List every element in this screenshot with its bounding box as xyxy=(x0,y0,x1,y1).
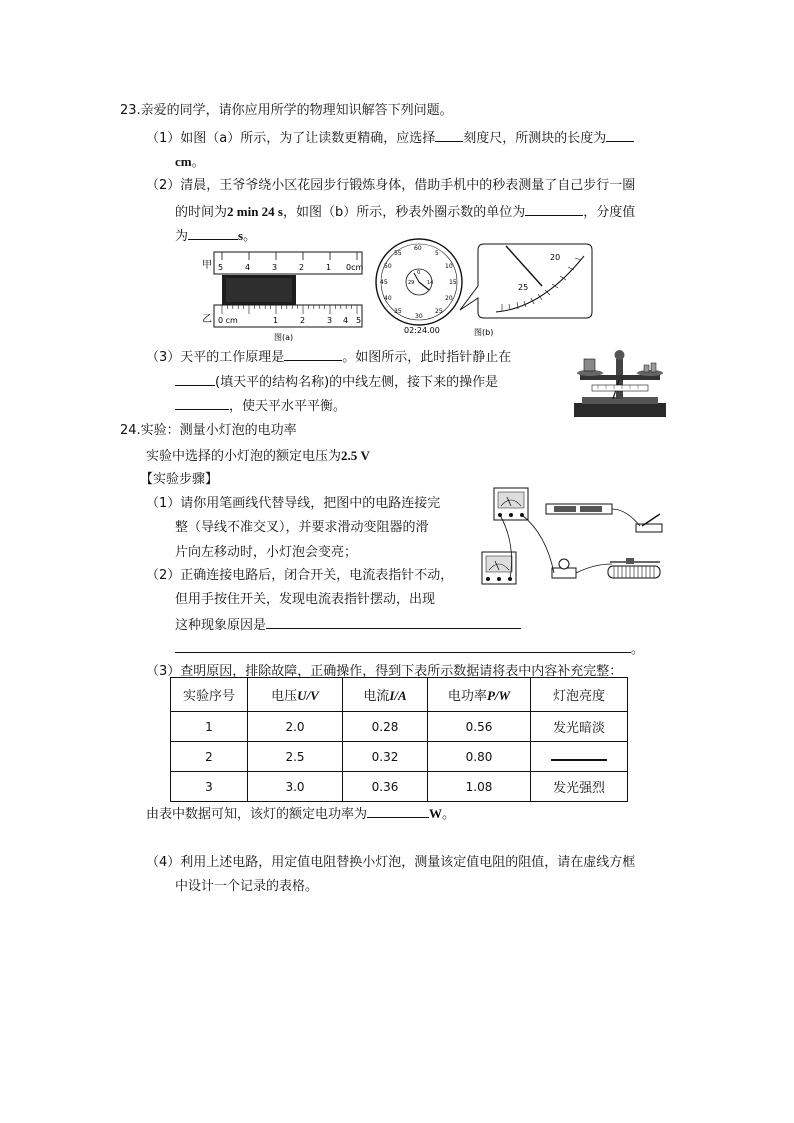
q23-p2-end: 。 xyxy=(243,229,257,244)
q23-intro: 23.亲爱的同学，请你应用所学的物理知识解答下列问题。 xyxy=(120,103,453,118)
outer-number: 50 xyxy=(384,263,392,270)
figure-b-stopwatch xyxy=(372,238,594,342)
q23-p2-time: 2 min 24 s xyxy=(227,204,283,219)
figure-a-caption: 图(a) xyxy=(274,333,294,342)
table-cell: 0.36 xyxy=(343,772,428,802)
q23-part3-line1 xyxy=(146,346,511,368)
q24-conclusion-unit: W xyxy=(429,806,443,821)
figure-b-caption: 图(b) xyxy=(474,328,494,337)
q23-p2-text-c1: 为 xyxy=(175,229,189,244)
ruler-yi-tick: 0 cm xyxy=(218,316,238,325)
table-header: 实验序号 xyxy=(171,678,248,712)
table-header: 电流I/A xyxy=(343,678,428,712)
outer-number: 45 xyxy=(380,279,388,286)
ruler-jia-tick: 2 xyxy=(299,263,305,272)
ruler-yi-tick: 3 xyxy=(327,316,333,325)
ruler-yi-tick: 4 xyxy=(343,316,349,325)
q24-conclusion-end: 。 xyxy=(442,807,456,822)
ruler-yi-tick: 1 xyxy=(273,316,279,325)
q23-p3-blank-operation[interactable] xyxy=(175,395,229,410)
q24-rated-text: 实验中选择的小灯泡的额定电压为 xyxy=(146,449,342,464)
brightness-answer-blank[interactable] xyxy=(551,749,607,761)
table-header: 电压U/V xyxy=(248,678,343,712)
balance-base xyxy=(574,403,666,417)
table-cell: 1.08 xyxy=(428,772,531,802)
outer-number: 5 xyxy=(435,250,439,257)
table-cell: 3.0 xyxy=(248,772,343,802)
q23-part1-line2 xyxy=(175,152,205,173)
q23-p2-text-b1: 的时间为 xyxy=(175,205,228,220)
q23-part3-line3 xyxy=(175,395,346,417)
q23-p1-text-a: （1）如图（a）所示，为了让读数更精确，应选择 xyxy=(146,131,436,146)
q23-p1-end: 。 xyxy=(191,155,205,170)
q23-p2-blank-division[interactable] xyxy=(188,225,238,240)
q23-p3-text-c: ，使天平水平平衡。 xyxy=(229,399,347,414)
zoom-number: 20 xyxy=(550,253,561,262)
ruler-jia-tick: 1 xyxy=(326,263,332,272)
ruler-jia-label: 甲 xyxy=(202,260,212,271)
outer-number: 15 xyxy=(449,279,457,286)
table-cell: 2.5 xyxy=(248,742,343,772)
table-cell: 3 xyxy=(171,772,248,802)
ruler-yi-label: 乙 xyxy=(202,314,212,325)
table-cell: 2.0 xyxy=(248,712,343,742)
q24-step2-line2: 但用手按住开关，发现电流表指针摆动，出现 xyxy=(175,592,436,607)
ruler-jia-tick: 0cm xyxy=(346,263,364,272)
table-header: 灯泡亮度 xyxy=(531,678,628,712)
outer-number: 55 xyxy=(394,250,402,257)
q23-p3-blank-structure[interactable] xyxy=(175,371,215,386)
inner-number: 29 xyxy=(408,280,415,286)
figure-circuit xyxy=(476,484,672,596)
ruler-yi-tick: 5 xyxy=(356,316,362,325)
q23-p2-text-b3: ，分度值 xyxy=(583,205,636,220)
balance-scale-plate xyxy=(592,385,648,391)
table-cell: 1 xyxy=(171,712,248,742)
table-cell: 发光强烈 xyxy=(531,772,628,802)
q24-rated-value: 2.5 V xyxy=(341,448,370,463)
zoom-number: 25 xyxy=(518,283,529,292)
outer-number: 60 xyxy=(414,245,422,252)
inner-number: 14 xyxy=(427,280,434,286)
figure-a-rulers xyxy=(196,248,376,344)
q24-steps-header: 【实验步骤】 xyxy=(140,472,219,487)
q23-part1-line1 xyxy=(146,127,634,149)
q24-s2-text-c: 这种现象原因是 xyxy=(175,618,267,633)
figure-balance xyxy=(572,345,668,419)
q24-conclusion-text: 由表中数据可知，该灯的额定电功率为 xyxy=(146,807,368,822)
q23-p1-text-b: 刻度尺，所测块的长度为 xyxy=(463,131,607,146)
table-cell: 0.32 xyxy=(343,742,428,772)
q24-step2-line4 xyxy=(175,638,644,660)
q24-rated-voltage xyxy=(146,446,370,467)
outer-number: 30 xyxy=(415,313,423,320)
table-cell: 2 xyxy=(171,742,248,772)
q24-step2-line3 xyxy=(175,614,521,636)
q23-p2-text-b2: ，如图（b）所示，秒表外圈示数的单位为 xyxy=(283,205,526,220)
q24-step4-line1: （4）利用上述电路，用定值电阻替换小灯泡，测量该定值电阻的阻值，请在虚线方框 xyxy=(146,855,636,870)
q24-step3-line1: （3）查明原因，排除故障，正确操作，得到下表所示数据请将表中内容补充完整： xyxy=(146,664,623,679)
outer-number: 35 xyxy=(394,308,402,315)
table-header-row xyxy=(171,678,628,712)
ruler-yi-tick: 2 xyxy=(300,316,306,325)
q24-s2-blank-reason[interactable] xyxy=(266,614,521,629)
q23-p1-blank-ruler[interactable] xyxy=(435,127,463,142)
q24-step2-line1: （2）正确连接电路后，闭合开关，电流表指针不动， xyxy=(146,568,454,583)
outer-number: 25 xyxy=(435,308,443,315)
q23-part3-line2 xyxy=(175,371,498,393)
q23-part2-line2 xyxy=(175,201,635,223)
balance-object xyxy=(584,359,595,371)
outer-number: 10 xyxy=(445,263,453,270)
bulb xyxy=(559,559,569,569)
q24-conclusion xyxy=(146,803,455,825)
table-row xyxy=(171,772,628,802)
switch xyxy=(636,524,662,532)
q23-part2-line1: （2）清晨，王爷爷绕小区花园步行锻炼身体，借助手机中的秒表测量了自己步行一圈 xyxy=(146,178,636,193)
outer-number: 20 xyxy=(445,295,453,302)
q24-title: 24.实验：测量小灯泡的电功率 xyxy=(120,423,297,438)
q23-part2-line3 xyxy=(175,225,256,247)
q23-p3-text-a: （3）天平的工作原理是 xyxy=(146,350,285,365)
table-header: 电功率P/W xyxy=(428,678,531,712)
table-cell-blank[interactable] xyxy=(531,742,628,772)
q24-step1-line2: 整（导线不准交叉），并要求滑动变阻器的滑 xyxy=(175,520,429,535)
table-cell: 0.80 xyxy=(428,742,531,772)
ruler-jia-tick: 4 xyxy=(245,263,251,272)
table-row xyxy=(171,742,628,772)
ruler-jia-tick: 3 xyxy=(272,263,278,272)
q24-step1-line3: 片向左移动时，小灯泡会变亮； xyxy=(175,545,358,560)
q24-conclusion-blank[interactable] xyxy=(367,803,429,818)
q23-p2-unit: s xyxy=(238,228,244,243)
q23-p1-unit: cm xyxy=(175,154,192,169)
outer-number: 40 xyxy=(384,295,392,302)
ruler-jia xyxy=(214,252,362,274)
q24-step1-line1: （1）请你用笔画线代替导线，把图中的电路连接完 xyxy=(146,496,441,511)
q23-p3-blank-principle[interactable] xyxy=(284,346,342,361)
q24-s2-blank-reason-cont[interactable] xyxy=(175,638,631,653)
stopwatch-display: 02:24.00 xyxy=(404,326,440,335)
q24-step4-line2: 中设计一个记录的表格。 xyxy=(175,879,319,894)
q23-p1-blank-length[interactable] xyxy=(606,127,634,142)
q24-s2-end: 。 xyxy=(631,642,645,657)
q23-p3-text-b: (填天平的结构名称)的中线左侧，接下来的操作是 xyxy=(215,375,499,390)
data-table xyxy=(170,677,628,802)
q23-p3-text-a2: 。如图所示，此时指针静止在 xyxy=(342,350,512,365)
inner-number: 0 xyxy=(417,270,421,276)
table-cell: 0.28 xyxy=(343,712,428,742)
table-cell: 发光暗淡 xyxy=(531,712,628,742)
table-row xyxy=(171,712,628,742)
ruler-jia-tick: 5 xyxy=(218,263,224,272)
table-cell: 0.56 xyxy=(428,712,531,742)
q23-p2-blank-unit[interactable] xyxy=(525,201,583,216)
